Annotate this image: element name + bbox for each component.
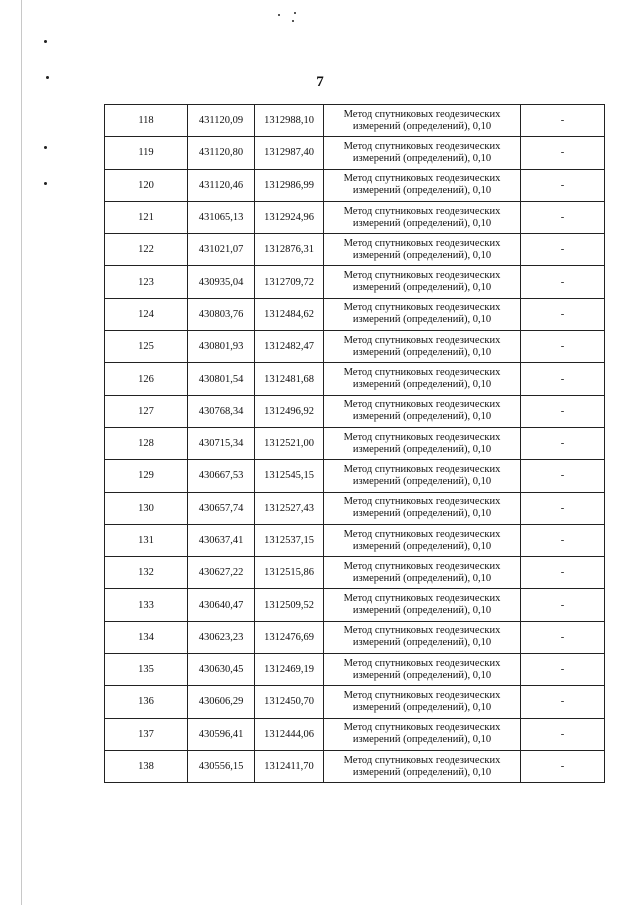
point-number-cell: 130 <box>105 492 188 524</box>
point-number-cell: 138 <box>105 750 188 782</box>
dash-cell: - <box>521 427 605 459</box>
method-cell <box>324 524 521 556</box>
method-text-line2: измерений (определений), 0,10 <box>352 282 492 294</box>
method-text-line2: измерений (определений), 0,10 <box>352 637 492 649</box>
dash-cell: - <box>521 298 605 330</box>
table-row <box>105 331 605 363</box>
method-text-line1: Метод спутниковых геодезических <box>343 205 501 217</box>
point-number-cell: 131 <box>105 524 188 556</box>
point-number-cell: 136 <box>105 686 188 718</box>
method-cell <box>324 201 521 233</box>
y-coordinate-cell: 1312509,52 <box>255 589 324 621</box>
y-coordinate-cell: 1312521,00 <box>255 427 324 459</box>
method-text-line2: измерений (определений), 0,10 <box>352 669 492 681</box>
scan-speck <box>278 14 280 16</box>
point-number-cell: 126 <box>105 363 188 395</box>
y-coordinate-cell: 1312527,43 <box>255 492 324 524</box>
table-row <box>105 137 605 169</box>
dash-cell: - <box>521 589 605 621</box>
y-coordinate-cell: 1312411,70 <box>255 750 324 782</box>
dash-cell: - <box>521 137 605 169</box>
x-coordinate-cell: 431021,07 <box>188 234 255 266</box>
table-row <box>105 234 605 266</box>
y-coordinate-cell: 1312876,31 <box>255 234 324 266</box>
method-text-line2: измерений (определений), 0,10 <box>352 572 492 584</box>
dash-cell: - <box>521 621 605 653</box>
x-coordinate-cell: 430637,41 <box>188 524 255 556</box>
y-coordinate-cell: 1312476,69 <box>255 621 324 653</box>
point-number-cell: 119 <box>105 137 188 169</box>
x-coordinate-cell: 430768,34 <box>188 395 255 427</box>
table-row <box>105 460 605 492</box>
dash-cell: - <box>521 492 605 524</box>
dash-cell: - <box>521 105 605 137</box>
method-cell <box>324 492 521 524</box>
table-row <box>105 621 605 653</box>
scan-speck <box>294 12 296 14</box>
x-coordinate-cell: 430935,04 <box>188 266 255 298</box>
dash-cell: - <box>521 331 605 363</box>
table-row <box>105 557 605 589</box>
dash-cell: - <box>521 750 605 782</box>
coordinates-table-body <box>105 105 605 783</box>
method-text-line2: измерений (определений), 0,10 <box>352 701 492 713</box>
x-coordinate-cell: 430630,45 <box>188 654 255 686</box>
x-coordinate-cell: 430640,47 <box>188 589 255 621</box>
method-cell <box>324 589 521 621</box>
dash-cell: - <box>521 654 605 686</box>
dash-cell: - <box>521 524 605 556</box>
method-text-line2: измерений (определений), 0,10 <box>352 379 492 391</box>
method-text-line1: Метод спутниковых геодезических <box>343 302 501 314</box>
method-text-line1: Метод спутниковых геодезических <box>343 754 501 766</box>
point-number-cell: 122 <box>105 234 188 266</box>
x-coordinate-cell: 430801,93 <box>188 331 255 363</box>
method-cell <box>324 266 521 298</box>
x-coordinate-cell: 430715,34 <box>188 427 255 459</box>
method-cell <box>324 137 521 169</box>
y-coordinate-cell: 1312484,62 <box>255 298 324 330</box>
x-coordinate-cell: 431120,80 <box>188 137 255 169</box>
page-number: 7 <box>316 74 324 90</box>
y-coordinate-cell: 1312469,19 <box>255 654 324 686</box>
method-text-line1: Метод спутниковых геодезических <box>343 334 501 346</box>
y-coordinate-cell: 1312988,10 <box>255 105 324 137</box>
table-row <box>105 363 605 395</box>
point-number-cell: 124 <box>105 298 188 330</box>
method-text-line2: измерений (определений), 0,10 <box>352 411 492 423</box>
method-cell <box>324 298 521 330</box>
y-coordinate-cell: 1312986,99 <box>255 169 324 201</box>
method-text-line1: Метод спутниковых геодезических <box>343 593 501 605</box>
y-coordinate-cell: 1312444,06 <box>255 718 324 750</box>
table-row <box>105 524 605 556</box>
method-text-line2: измерений (определений), 0,10 <box>352 314 492 326</box>
y-coordinate-cell: 1312709,72 <box>255 266 324 298</box>
method-text-line2: измерений (определений), 0,10 <box>352 217 492 229</box>
method-cell <box>324 750 521 782</box>
x-coordinate-cell: 431120,46 <box>188 169 255 201</box>
x-coordinate-cell: 430606,29 <box>188 686 255 718</box>
method-cell <box>324 363 521 395</box>
scan-edge-line <box>21 0 22 905</box>
table-row <box>105 105 605 137</box>
table-row <box>105 654 605 686</box>
table-row <box>105 492 605 524</box>
method-text-line1: Метод спутниковых геодезических <box>343 173 501 185</box>
y-coordinate-cell: 1312545,15 <box>255 460 324 492</box>
scan-speck <box>44 146 47 149</box>
method-cell <box>324 169 521 201</box>
method-cell <box>324 557 521 589</box>
method-text-line2: измерений (определений), 0,10 <box>352 605 492 617</box>
method-text-line1: Метод спутниковых геодезических <box>343 657 501 669</box>
dash-cell: - <box>521 266 605 298</box>
point-number-cell: 134 <box>105 621 188 653</box>
point-number-cell: 137 <box>105 718 188 750</box>
method-text-line2: измерений (определений), 0,10 <box>352 346 492 358</box>
x-coordinate-cell: 430627,22 <box>188 557 255 589</box>
y-coordinate-cell: 1312924,96 <box>255 201 324 233</box>
y-coordinate-cell: 1312515,86 <box>255 557 324 589</box>
method-cell <box>324 427 521 459</box>
point-number-cell: 133 <box>105 589 188 621</box>
method-text-line1: Метод спутниковых геодезических <box>343 399 501 411</box>
point-number-cell: 135 <box>105 654 188 686</box>
y-coordinate-cell: 1312481,68 <box>255 363 324 395</box>
dash-cell: - <box>521 718 605 750</box>
method-cell <box>324 718 521 750</box>
x-coordinate-cell: 430801,54 <box>188 363 255 395</box>
x-coordinate-cell: 431065,13 <box>188 201 255 233</box>
method-text-line1: Метод спутниковых геодезических <box>343 528 501 540</box>
table-row <box>105 395 605 427</box>
method-cell <box>324 331 521 363</box>
method-cell <box>324 234 521 266</box>
table-row <box>105 718 605 750</box>
dash-cell: - <box>521 395 605 427</box>
dash-cell: - <box>521 234 605 266</box>
point-number-cell: 118 <box>105 105 188 137</box>
method-text-line1: Метод спутниковых геодезических <box>343 689 501 701</box>
method-text-line1: Метод спутниковых геодезических <box>343 625 501 637</box>
scan-speck <box>292 20 294 22</box>
point-number-cell: 127 <box>105 395 188 427</box>
method-text-line1: Метод спутниковых геодезических <box>343 496 501 508</box>
method-text-line2: измерений (определений), 0,10 <box>352 249 492 261</box>
method-text-line1: Метод спутниковых геодезических <box>343 431 501 443</box>
x-coordinate-cell: 430657,74 <box>188 492 255 524</box>
method-cell <box>324 105 521 137</box>
method-cell <box>324 654 521 686</box>
y-coordinate-cell: 1312450,70 <box>255 686 324 718</box>
coordinates-table <box>104 104 605 783</box>
dash-cell: - <box>521 363 605 395</box>
table-row <box>105 750 605 782</box>
method-text-line2: измерений (определений), 0,10 <box>352 152 492 164</box>
y-coordinate-cell: 1312537,15 <box>255 524 324 556</box>
x-coordinate-cell: 430623,23 <box>188 621 255 653</box>
dash-cell: - <box>521 460 605 492</box>
method-text-line1: Метод спутниковых геодезических <box>343 367 501 379</box>
dash-cell: - <box>521 169 605 201</box>
method-cell <box>324 395 521 427</box>
y-coordinate-cell: 1312482,47 <box>255 331 324 363</box>
method-text-line1: Метод спутниковых геодезических <box>343 237 501 249</box>
method-text-line1: Метод спутниковых геодезических <box>343 270 501 282</box>
table-row <box>105 686 605 718</box>
method-text-line2: измерений (определений), 0,10 <box>352 475 492 487</box>
x-coordinate-cell: 430596,41 <box>188 718 255 750</box>
method-text-line2: измерений (определений), 0,10 <box>352 540 492 552</box>
dash-cell: - <box>521 201 605 233</box>
method-text-line1: Метод спутниковых геодезических <box>343 140 501 152</box>
scan-speck <box>44 182 47 185</box>
method-cell <box>324 686 521 718</box>
method-text-line1: Метод спутниковых геодезических <box>343 560 501 572</box>
x-coordinate-cell: 430667,53 <box>188 460 255 492</box>
method-text-line2: измерений (определений), 0,10 <box>352 185 492 197</box>
method-text-line1: Метод спутниковых геодезических <box>343 722 501 734</box>
method-cell <box>324 621 521 653</box>
method-text-line2: измерений (определений), 0,10 <box>352 120 492 132</box>
dash-cell: - <box>521 686 605 718</box>
point-number-cell: 121 <box>105 201 188 233</box>
x-coordinate-cell: 430803,76 <box>188 298 255 330</box>
point-number-cell: 123 <box>105 266 188 298</box>
method-text-line1: Метод спутниковых геодезических <box>343 463 501 475</box>
table-row <box>105 266 605 298</box>
method-text-line2: измерений (определений), 0,10 <box>352 443 492 455</box>
x-coordinate-cell: 431120,09 <box>188 105 255 137</box>
table-row <box>105 589 605 621</box>
table-row <box>105 298 605 330</box>
method-text-line2: измерений (определений), 0,10 <box>352 766 492 778</box>
point-number-cell: 125 <box>105 331 188 363</box>
method-text-line2: измерений (определений), 0,10 <box>352 734 492 746</box>
y-coordinate-cell: 1312987,40 <box>255 137 324 169</box>
y-coordinate-cell: 1312496,92 <box>255 395 324 427</box>
method-cell <box>324 460 521 492</box>
table-row <box>105 169 605 201</box>
method-text-line2: измерений (определений), 0,10 <box>352 508 492 520</box>
table-row <box>105 201 605 233</box>
table-row <box>105 427 605 459</box>
point-number-cell: 128 <box>105 427 188 459</box>
dash-cell: - <box>521 557 605 589</box>
point-number-cell: 120 <box>105 169 188 201</box>
point-number-cell: 129 <box>105 460 188 492</box>
point-number-cell: 132 <box>105 557 188 589</box>
x-coordinate-cell: 430556,15 <box>188 750 255 782</box>
scan-speck <box>44 40 47 43</box>
method-text-line1: Метод спутниковых геодезических <box>343 108 501 120</box>
